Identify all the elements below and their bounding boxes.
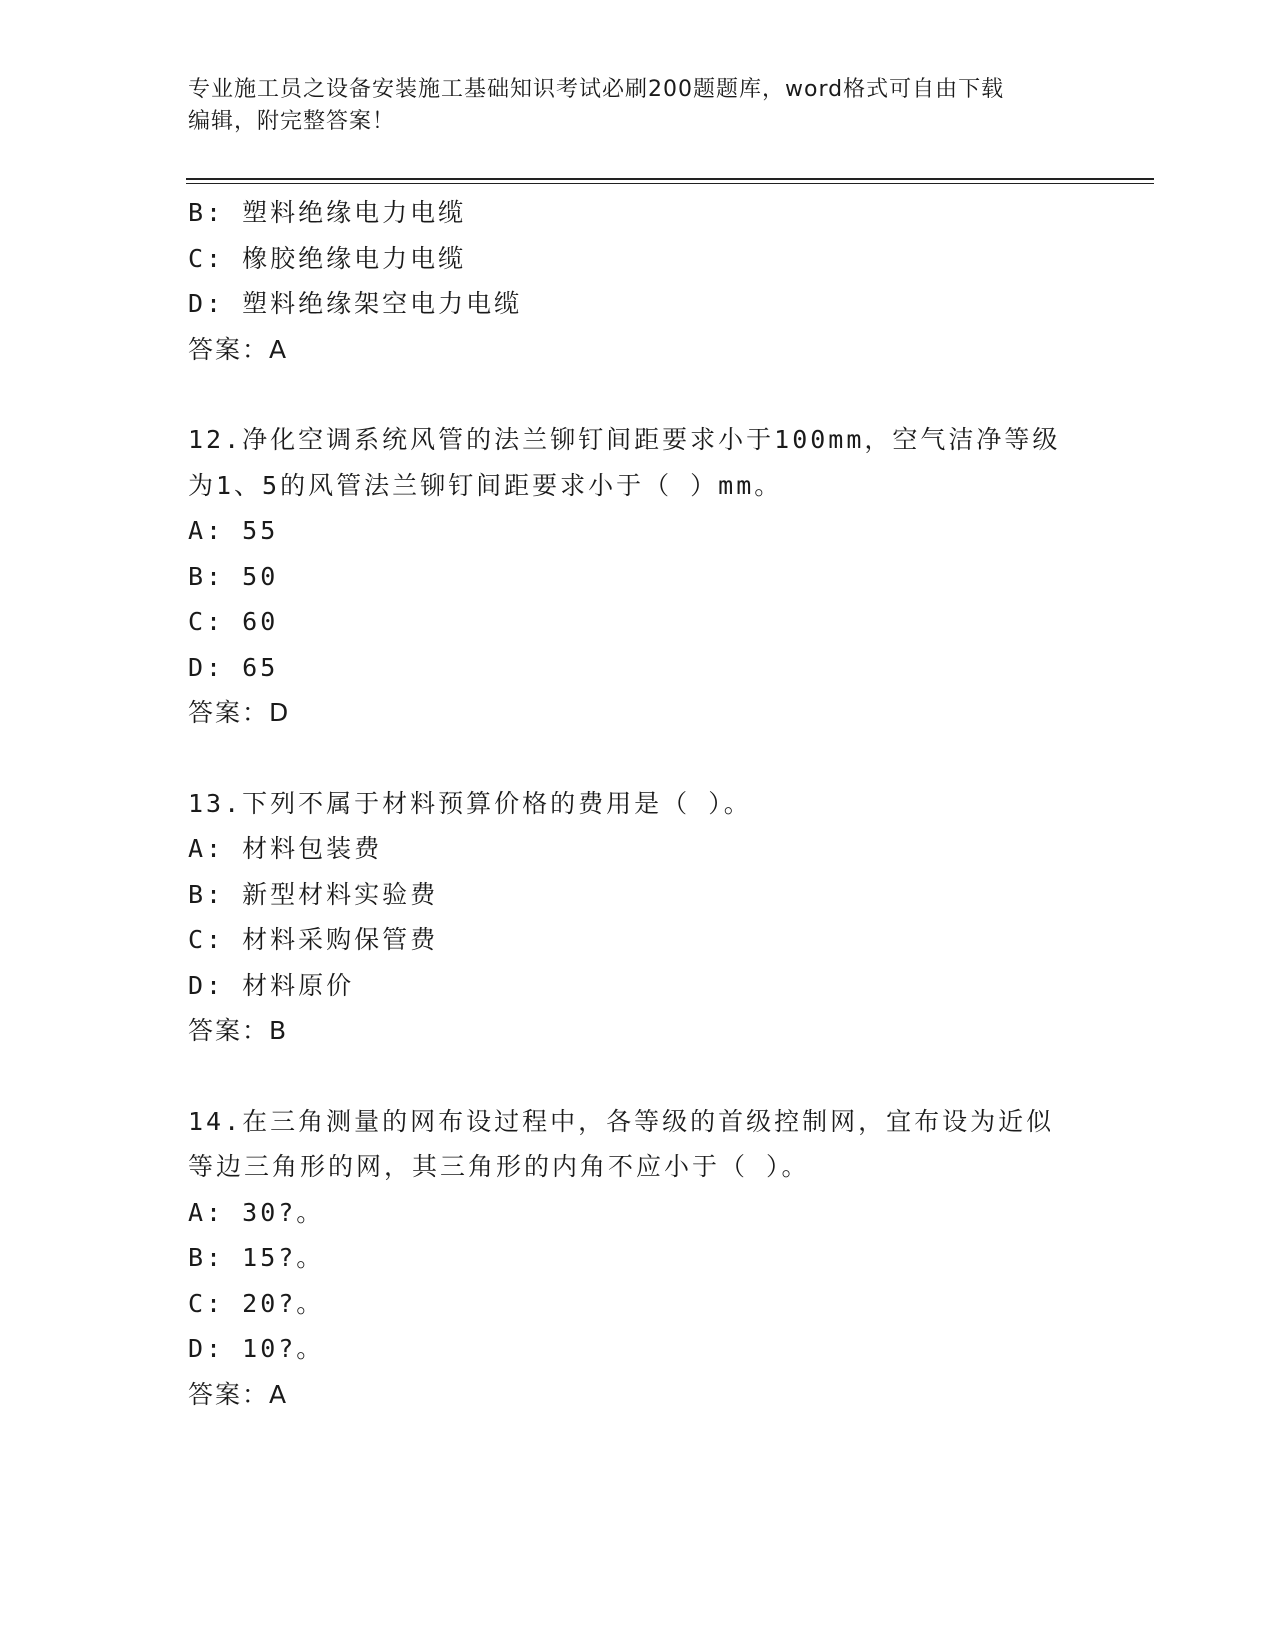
header-rule-thin [186,183,1154,184]
question-14 [188,1099,1088,1418]
option-a: A: 材料包装费 [188,834,383,863]
question-stem: 13.下列不属于材料预算价格的费用是（ ）。 [188,788,752,818]
question-stem: 等边三角形的网，其三角形的内角不应小于（ ）。 [188,1152,810,1181]
answer: 答案：D [188,698,291,727]
page-header [188,74,1068,138]
answer: 答案：B [188,1016,289,1045]
header-line-1: 专业施工员之设备安装施工基础知识考试必刷200题题库，word格式可自由下载 [188,77,1005,102]
option-b: B: 50 [188,561,279,591]
option-c: C: 橡胶绝缘电力电缆 [188,243,467,273]
option-c: C: 20?。 [188,1288,325,1318]
question-12 [188,417,1088,736]
option-a: A: 30?。 [188,1197,325,1227]
header-rule-thick [186,178,1154,180]
option-a: A: 55 [188,516,279,545]
answer: 答案：A [188,1379,289,1409]
option-d: D: 10?。 [188,1334,325,1363]
answer: 答案：A [188,334,289,364]
option-c: C: 材料采购保管费 [188,925,439,954]
option-d: D: 65 [188,652,279,682]
option-b: B: 新型材料实验费 [188,879,439,909]
question-stem: 14.在三角测量的网布设过程中，各等级的首级控制网，宜布设为近似 [188,1106,1055,1136]
question-13 [188,781,1088,1054]
question-list [188,190,1088,1417]
option-b: B: 15?。 [188,1243,325,1272]
option-c: C: 60 [188,607,279,636]
question-stem: 为1、5的风管法兰铆钉间距要求小于（ ）mm。 [188,470,783,500]
question-11-tail [188,190,1088,372]
header-line-2: 编辑，附完整答案！ [188,109,396,134]
question-stem: 12.净化空调系统风管的法兰铆钉间距要求小于100mm，空气洁净等级 [188,425,1061,454]
option-b: B: 塑料绝缘电力电缆 [188,198,467,227]
option-d: D: 塑料绝缘架空电力电缆 [188,289,523,318]
option-d: D: 材料原价 [188,970,355,1000]
